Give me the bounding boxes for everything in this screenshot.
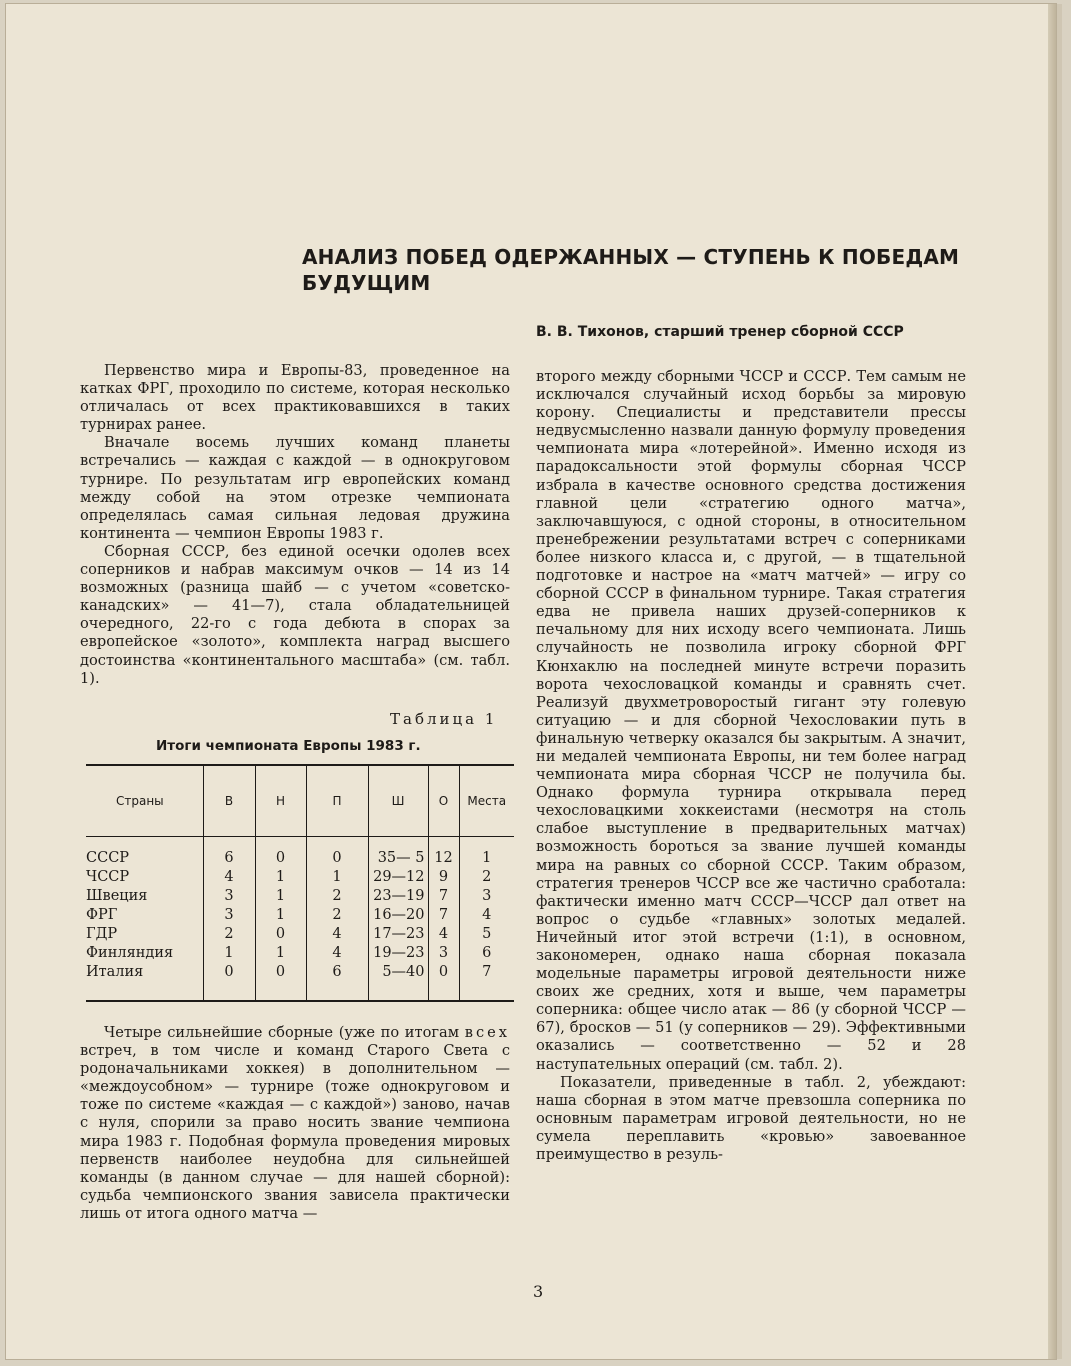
points-cell: 0: [428, 963, 459, 1001]
table-label: Таблица 1: [390, 710, 498, 728]
place-cell: 4: [459, 906, 514, 925]
country-cell: ГДР: [86, 926, 118, 942]
left-column-bottom: [80, 1024, 510, 1264]
article-author: В. В. Тихонов, старший тренер сборной СССР: [536, 324, 904, 340]
article-title: АНАЛИЗ ПОБЕД ОДЕРЖАННЫХ — СТУПЕНЬ К ПОБЕДАМ БУДУЩИМ: [302, 245, 960, 295]
losses-cell: 2: [306, 887, 368, 906]
points-cell: 7: [428, 906, 459, 925]
table-header-cell: Ш: [368, 765, 428, 837]
country-cell: Швеция: [86, 888, 148, 904]
place-cell: 7: [459, 963, 514, 1001]
table-row: [86, 925, 514, 944]
table-row: [86, 944, 514, 963]
goals-cell: 35— 5: [368, 837, 428, 869]
table-row: [86, 837, 514, 869]
wins-cell: 1: [203, 944, 255, 963]
paragraph: [80, 1024, 510, 1223]
wins-cell: 4: [203, 868, 255, 887]
losses-cell: 2: [306, 906, 368, 925]
right-column: [536, 368, 966, 1288]
losses-cell: 4: [306, 925, 368, 944]
table-header-cell: В: [203, 765, 255, 837]
results-table: [86, 764, 514, 1002]
draws-cell: 0: [255, 963, 306, 1001]
wins-cell: 0: [203, 963, 255, 1001]
paragraph: Сборная СССР, без единой осечки одолев всех соперников и набрав максимум очков — 14 из 14 возможных (разница шайб — с учетом «советско-канадских» — 41—7), стала обладательницей очередного, 22-го с года дебюта в спорах за европейское «золото», комплекта наград высшего достоинства «континентального масштаба» (см. табл. 1).: [80, 542, 510, 687]
left-column-top: [80, 362, 510, 702]
paragraph: второго между сборными ЧССР и СССР. Тем самым не исключался случайный исход борьбы за мировую корону. Специалисты и представители прессы недвусмысленно назвали данную формулу проведения чемпионата мира «лотерейной». Именно исходя из парадоксальности этой формулы сборная ЧССР избрала в качестве основного средства достижения главной цели «стратегию одного матча», заключавшуюся, с одной стороны, в относительном пренебрежении результатами встреч с соперниками более низкого класса и, с другой, — в тщательной подготовке и настрое на «матч матчей» — игру со сборной СССР в финальном турнире. Такая стратегия едва не привела наших друзей-соперников к печальному для них исходу всего чемпионата. Лишь случайность не позволила игроку сборной ФРГ Кюнхаклю на последней минуте встречи поразить ворота чехословацкой команды и сравнять счет. Реализуй двухметроворостый гигант эту голевую ситуацию — и для сборной Чехословакии путь в финальную четверку оказался бы закрытым. А значит, ни медалей чемпионата Европы, ни тем более наград чемпионата мира сборная ЧССР не получила бы. Однако формула турнира открывала перед чехословацкими хоккеистами (несмотря на столь слабое выступление в предварительных матчах) возможность бороться за звание лучшей команды мира на равных со сборной СССР. Таким образом, стратегия тренеров ЧССР все же частично сработала: фактически именно матч СССР—ЧССР дал ответ на вопрос о судьбе «главных» золотых медалей. Ничейный итог этой встречи (1:1), в основном, закономерен, однако наша сборная показала модельные параметры игровой деятельности ниже своих же средних, хотя и выше, чем параметры соперника: общее число атак — 86 (у сборной ЧССР — 67), бросков — 51 (у соперников — 29). Эффективными оказались — соответственно — 52 и 28 наступательных операций (см. табл. 2).: [536, 368, 966, 1073]
points-cell: 12: [428, 837, 459, 869]
country-cell: Италия: [86, 964, 144, 980]
page-number: 3: [533, 1282, 544, 1301]
place-cell: 1: [459, 837, 514, 869]
losses-cell: 1: [306, 868, 368, 887]
losses-cell: 4: [306, 944, 368, 963]
goals-cell: 23—19: [368, 887, 428, 906]
table-row: [86, 963, 514, 1001]
losses-cell: 6: [306, 963, 368, 1001]
paragraph: Вначале восемь лучших команд планеты встречались — каждая с каждой — в однокруговом турнире. По результатам игр европейских команд между собой на этом отрезке чемпионата определялась самая сильная ледовая дружина континента — чемпион Европы 1983 г.: [80, 434, 510, 542]
book-page: [6, 4, 1056, 1359]
wins-cell: 3: [203, 906, 255, 925]
goals-cell: 16—20: [368, 906, 428, 925]
points-cell: 7: [428, 887, 459, 906]
place-cell: 3: [459, 887, 514, 906]
text-run: Четыре сильнейшие сборные (уже по итогам: [104, 1024, 465, 1041]
table-header-row: [86, 765, 514, 837]
draws-cell: 1: [255, 887, 306, 906]
goals-cell: 29—12: [368, 868, 428, 887]
text-run: встреч, в том числе и команд Старого Света с родоначальниками хоккея) в дополнительном — «междоусобном» — турнире (тоже однокруговом и тоже по системе «каждая — с каждой») заново, начав с нуля, спорили за право носить звание чемпиона мира 1983 г. Подобная формула проведения мировых первенств наиболее неудобна для сильнейшей команды (в данном случае — для нашей сборной): судьба чемпионского звания зависела практически лишь от итога одного матча —: [80, 1042, 510, 1222]
goals-cell: 5—40: [368, 963, 428, 1001]
points-cell: 4: [428, 925, 459, 944]
country-cell: ЧССР: [86, 869, 130, 885]
losses-cell: 0: [306, 837, 368, 869]
table-header-cell: П: [306, 765, 368, 837]
table-row: [86, 868, 514, 887]
draws-cell: 1: [255, 944, 306, 963]
wins-cell: 2: [203, 925, 255, 944]
table-caption: Итоги чемпионата Европы 1983 г.: [156, 738, 421, 754]
place-cell: 6: [459, 944, 514, 963]
goals-cell: 19—23: [368, 944, 428, 963]
table-header-cell: О: [428, 765, 459, 837]
place-cell: 2: [459, 868, 514, 887]
country-cell: СССР: [86, 850, 130, 866]
draws-cell: 1: [255, 906, 306, 925]
table-header-cell: Н: [255, 765, 306, 837]
wins-cell: 3: [203, 887, 255, 906]
goals-cell: 17—23: [368, 925, 428, 944]
paragraph: Первенство мира и Европы-83, проведенное на катках ФРГ, проходило по системе, которая несколько отличалась от всех практиковавшихся в таких турнирах ранее.: [80, 362, 510, 434]
draws-cell: 0: [255, 837, 306, 869]
points-cell: 9: [428, 868, 459, 887]
country-cell: ФРГ: [86, 907, 118, 923]
place-cell: 5: [459, 925, 514, 944]
paragraph: Показатели, приведенные в табл. 2, убеждают: наша сборная в этом матче превзошла соперника по основным параметрам игровой деятельности, но не сумела переплавить «кровью» завоеванное преимущество в резуль-: [536, 1073, 966, 1164]
table-row: [86, 887, 514, 906]
points-cell: 3: [428, 944, 459, 963]
draws-cell: 1: [255, 868, 306, 887]
spaced-word: всех: [464, 1024, 510, 1041]
country-cell: Финляндия: [86, 945, 174, 961]
page-spine: [1048, 4, 1056, 1359]
wins-cell: 6: [203, 837, 255, 869]
table-header-cell: Страны: [86, 765, 203, 837]
table-row: [86, 906, 514, 925]
draws-cell: 0: [255, 925, 306, 944]
table-header-cell: Места: [459, 765, 514, 837]
